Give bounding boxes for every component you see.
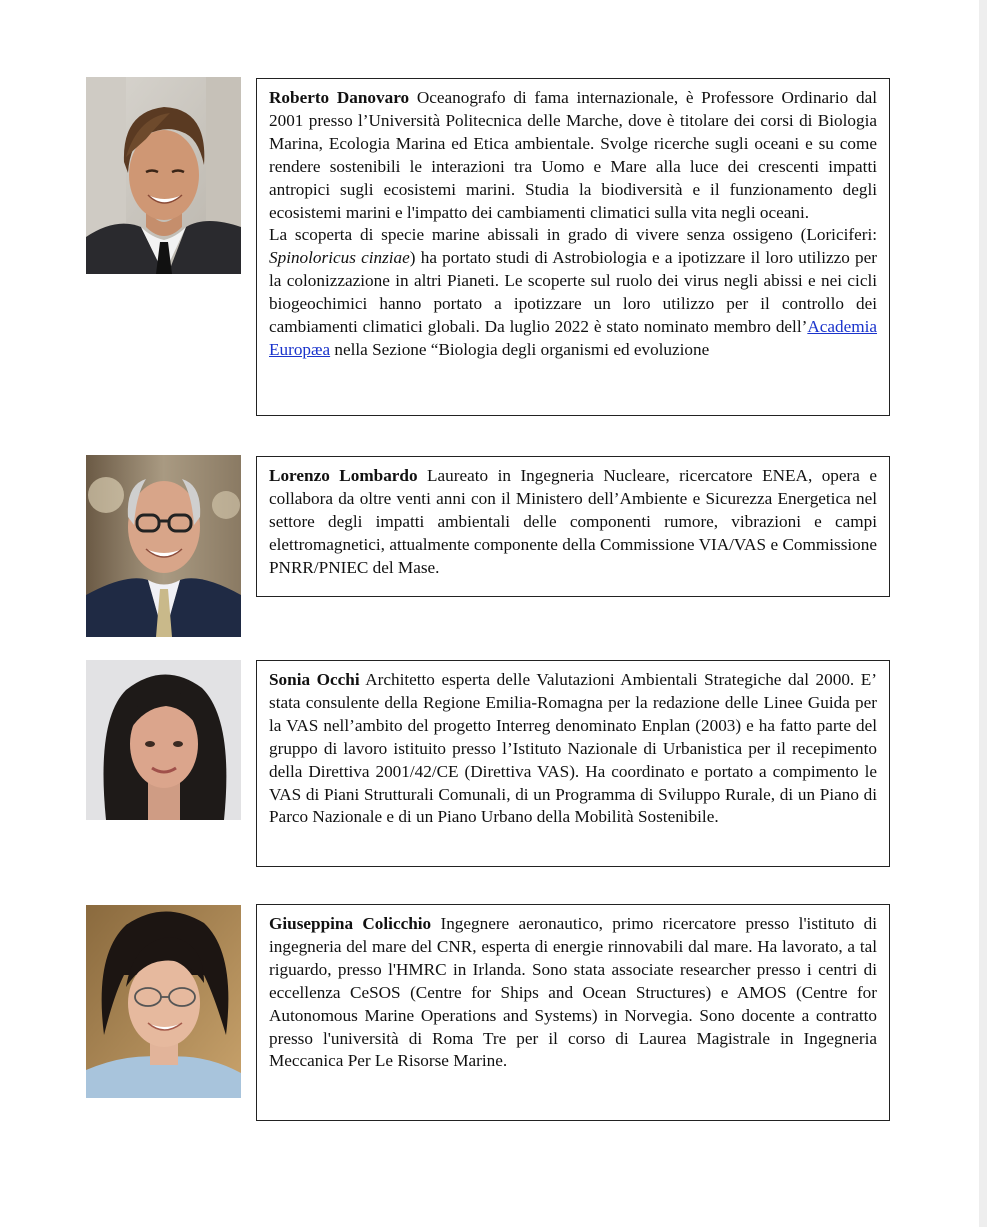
portrait-giuseppina-colicchio bbox=[86, 905, 241, 1098]
species-name: Spinoloricus cinziae bbox=[269, 248, 410, 268]
bio-box-lorenzo-lombardo bbox=[256, 456, 890, 597]
bio-box-roberto-danovaro bbox=[256, 78, 890, 416]
portrait-roberto-danovaro bbox=[86, 77, 241, 274]
bio-paragraph bbox=[269, 913, 877, 1073]
bio-paragraph bbox=[269, 87, 877, 224]
bio-paragraph bbox=[269, 465, 877, 580]
bio-text: Architetto esperta delle Valutazioni Ambientali Strategiche dal 2000. E’ stata consulente della Regione Emilia-Romagna per la redazione delle Linee Guida per la VAS nell’ambito del progetto Interreg denominato Enplan (2003) e ha fatto parte del gruppo di lavoro istituito presso l’Istituto Nazionale di Urbanistica per il recepimento della Direttiva 2001/42/CE (Direttiva VAS). Ha coordinato e portato a compimento le VAS di Piani Strutturali Comunali, di un Programma di Sviluppo Rurale, di un Piano di Parco Nazionale e di un Piano Urbano della Mobilità Sostenibile. bbox=[269, 670, 877, 827]
academia-europaea-link[interactable]: Academia Europæa bbox=[269, 317, 877, 359]
portrait-lorenzo-lombardo bbox=[86, 455, 241, 637]
person-name: Lorenzo Lombardo bbox=[269, 466, 418, 485]
bio-box-sonia-occhi bbox=[256, 660, 890, 867]
bio-paragraph bbox=[269, 224, 877, 361]
bio-text: Ingegnere aeronautico, primo ricercatore presso l'istituto di ingegneria del mare del CNR, esperta di energie rinnovabili dal mare. Ha lavorato, a tal riguardo, presso l'HMRC in Irlanda. Sono stata associate researcher presso i centri di eccellenza CeSOS (Centre for Ships and Ocean Structures) e AMOS (Centre for Autonomous Marine Operations and Systems) in Norvegia. Sono docente a contratto presso l'università di Roma Tre per il corso di Laurea Magistrale in Ingegneria Meccanica Per Le Risorse Marine. bbox=[269, 914, 878, 1071]
scrollbar[interactable] bbox=[979, 0, 987, 1227]
bio-box-giuseppina-colicchio bbox=[256, 904, 890, 1121]
bio-paragraph bbox=[269, 669, 877, 829]
portrait-sonia-occhi bbox=[86, 660, 241, 820]
bio-text: Laureato in Ingegneria Nucleare, ricercatore ENEA, opera e collabora da oltre venti anni con il Ministero dell’Ambiente e Sicurezza Energetica nel settore degli impatti ambientali delle componenti rumore, vibrazioni e campi elettromagnetici, attualmente componente della Commissione VIA/VAS e Commissione PNRR/PNIEC del Mase. bbox=[269, 466, 877, 577]
person-name: Sonia Occhi bbox=[269, 670, 360, 689]
person-name: Roberto Danovaro bbox=[269, 88, 410, 107]
bio-text: Oceanografo di fama internazionale, è Professore Ordinario dal 2001 presso l’Università Politecnica delle Marche, dove è titolare dei corsi di Biologia Marina, Ecologia Marina ed Etica ambientale. Svolge ricerche sugli oceani e su come rendere sostenibili le interazioni tra Uomo e Mare alla luce dei crescenti impatti antropici sugli ecosistemi marini. Studia la biodiversità e il funzionamento degli ecosistemi marini e l'impatto dei cambiamenti climatici sulla vita negli oceani. bbox=[269, 88, 877, 222]
bio-text: ) ha portato studi di Astrobiologia e a ipotizzare il loro utilizzo per la colonizzazione in altri Pianeti. Le scoperte sul ruolo dei virus negli abissi e nei cicli biogeochimici hanno portato a ipotizzare un loro utilizzo per il controllo dei cambiamenti climatici globali. Da luglio 2022 è stato nominato membro dell’ bbox=[269, 248, 877, 337]
bio-text: La scoperta di specie marine abissali in grado di vivere senza ossigeno (Loriciferi: bbox=[269, 225, 877, 245]
bio-text: nella Sezione “Biologia degli organismi ed evoluzione bbox=[330, 339, 710, 359]
person-name: Giuseppina Colicchio bbox=[269, 914, 432, 933]
